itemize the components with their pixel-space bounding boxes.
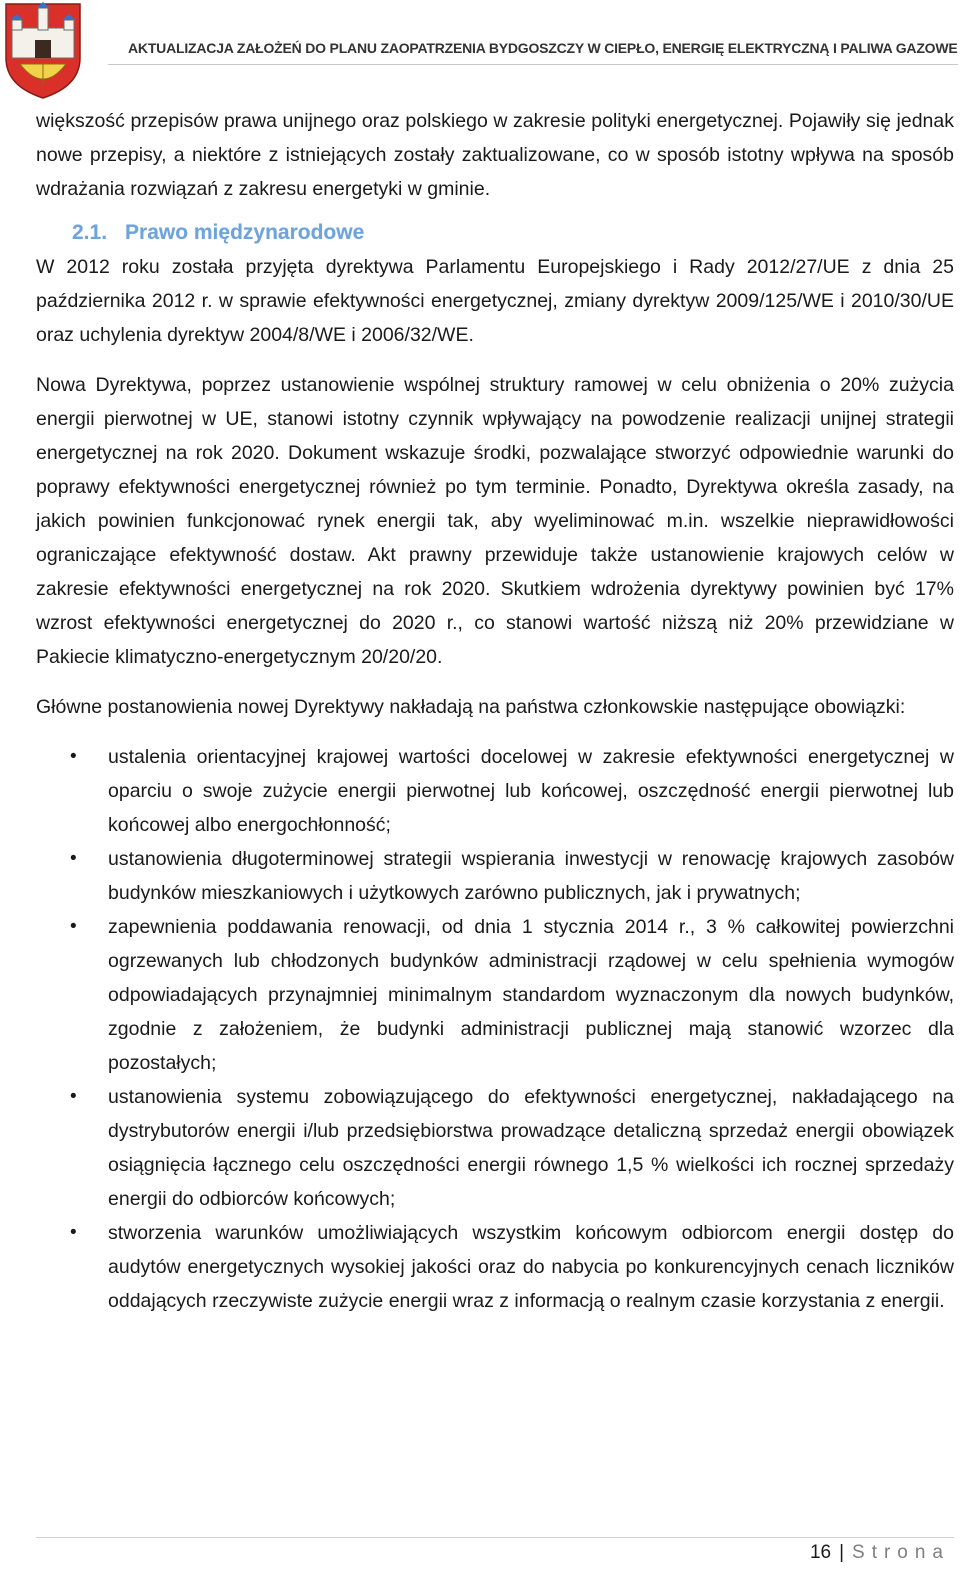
page-content bbox=[36, 104, 954, 1318]
intro-paragraph: większość przepisów prawa unijnego oraz polskiego w zakresie polityki energetycznej. Pojawiły się jednak nowe przepisy, a niektóre z istniejących zostały zaktualizowane, co w sposób istotny wpływa na sposób wdrażania rozwiązań z zakresu energetyki w gminie. bbox=[36, 110, 954, 200]
bullet-icon: • bbox=[70, 746, 77, 767]
footer-divider bbox=[36, 1537, 954, 1538]
list-item: • ustalenia orientacyjnej krajowej wartości docelowej w zakresie efektywności energetycznej w oparciu o swoje zużycie energii pierwotnej lub końcowej, oszczędność energii pierwotnej lub końcowej albo energochłonność; bbox=[36, 740, 954, 842]
page-footer bbox=[810, 1542, 950, 1564]
bullet-icon: • bbox=[70, 848, 77, 869]
section-number: 2.1. bbox=[72, 221, 108, 244]
list-item: • stworzenia warunków umożliwiających wszystkim końcowym odbiorcom energii dostęp do audytów energetycznych wysokiej jakości oraz do nabycia po konkurencyjnych cenach liczników oddających rzeczywiste zużycie energii wraz z informacją o realnym czasie korzystania z energii. bbox=[36, 1216, 954, 1318]
page-header bbox=[0, 0, 960, 100]
bullet-icon: • bbox=[70, 1222, 77, 1243]
list-item: • zapewnienia poddawania renowacji, od dnia 1 stycznia 2014 r., 3 % całkowitej powierzchni ogrzewanych lub chłodzonych budynków administracji rządowej w celu spełnienia wymogów odpowiadających przynajmniej minimalnym standardom wyznaczonym dla nowych budynków, zgodnie z założeniem, że budynki administracji publicznej mają stanowić wzorzec dla pozostałych; bbox=[36, 910, 954, 1080]
city-crest-icon bbox=[2, 2, 84, 100]
new-directive-paragraph: Nowa Dyrektywa, poprzez ustanowienie wspólnej struktury ramowej w celu obniżenia o 20% zużycia energii pierwotnej w UE, stanowi istotny czynnik wpływający na powodzenie realizacji unijnej strategii energetycznej na rok 2020. Dokument wskazuje środki, pozwalające stworzyć odpowiednie warunki do poprawy efektywności energetycznej również po tym terminie. Ponadto, Dyrektywa określa zasady, na jakich powinien funkcjonować rynek energii tak, aby wyeliminować m.in. wszelkie nieprawidłowości ograniczające efektywność dostaw. Akt prawny przewiduje także ustanowienie krajowych celów w zakresie efektywności energetycznej na rok 2020. Skutkiem wdrożenia dyrektywy powinien być 17% wzrost efektywności energetycznej do 2020 r., co stanowi wartość niższą niż 20% przewidziane w Pakiecie klimatyczno-energetycznym 20/20/20. bbox=[36, 374, 954, 668]
page-word: Strona bbox=[852, 1542, 950, 1563]
obligations-list bbox=[36, 740, 954, 1318]
page-number: 16 bbox=[809, 1542, 832, 1563]
document-header-title: AKTUALIZACJA ZAŁOŻEŃ DO PLANU ZAOPATRZENIA BYDGOSZCZY W CIEPŁO, ENERGIĘ ELEKTRYCZNĄ I PALIWA GAZOWE bbox=[128, 40, 958, 56]
header-divider bbox=[108, 64, 958, 65]
bullet-icon: • bbox=[70, 916, 77, 937]
section-heading bbox=[72, 216, 954, 250]
directive-paragraph: W 2012 roku została przyjęta dyrektywa Parlamentu Europejskiego i Rady 2012/27/UE z dnia 25 października 2012 r. w sprawie efektywności energetycznej, zmiany dyrektyw 2009/125/WE i 2010/30/UE oraz uchylenia dyrektyw 2004/8/WE i 2006/32/WE. bbox=[36, 256, 954, 346]
list-item: • ustanowienia długoterminowej strategii wspierania inwestycji w renowację krajowych zasobów budynków mieszkaniowych i użytkowych zarówno publicznych, jak i prywatnych; bbox=[36, 842, 954, 910]
bullet-icon: • bbox=[70, 1086, 77, 1107]
main-provisions-intro: Główne postanowienia nowej Dyrektywy nakładają na państwa członkowskie następujące obowiązki: bbox=[36, 696, 906, 718]
footer-separator: | bbox=[839, 1542, 845, 1563]
list-item: • ustanowienia systemu zobowiązującego do efektywności energetycznej, nakładającego na dystrybutorów energii i/lub przedsiębiorstwa prowadzące detaliczną sprzedaż energii obowiązek osiągnięcia łącznego celu oszczędności energii równego 1,5 % wielkości ich rocznej sprzedaży energii do odbiorców końcowych; bbox=[36, 1080, 954, 1216]
section-title: Prawo międzynarodowe bbox=[125, 221, 365, 244]
